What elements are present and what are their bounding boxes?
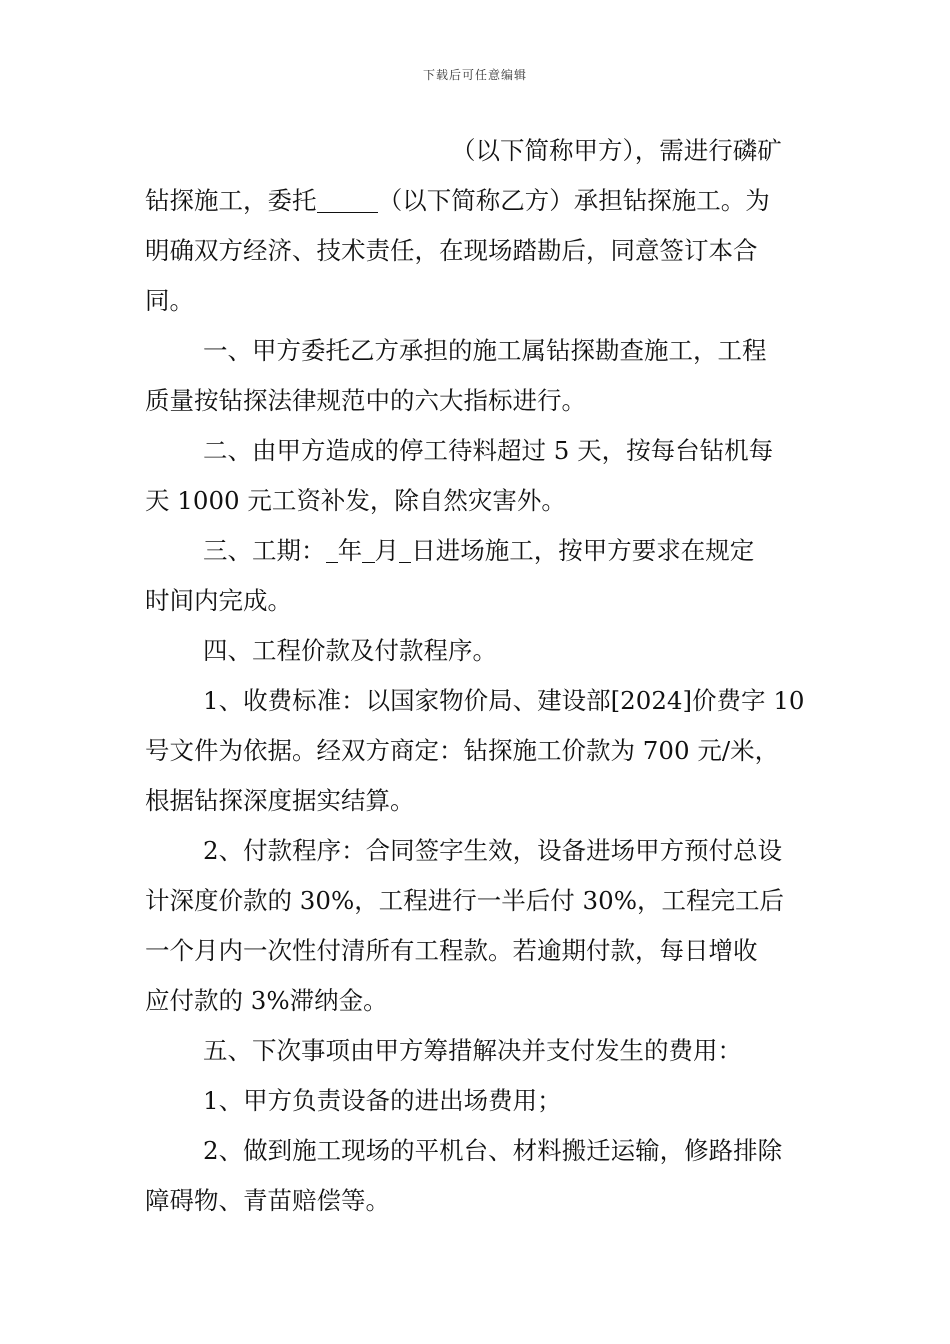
clause-line: 障碍物、青苗赔偿等。 (145, 1186, 390, 1215)
clause-line: 根据钻探深度据实结算。 (145, 786, 415, 815)
clause-line: 一、甲方委托乙方承担的施工属钻探勘查施工，工程 (203, 336, 767, 365)
clause-line: 一个月内一次性付清所有工程款。若逾期付款，每日增收 (145, 936, 758, 965)
clause-line: 质量按钻探法律规范中的六大指标进行。 (145, 386, 586, 415)
clause-line: 四、工程价款及付款程序。 (203, 636, 497, 665)
clause-line: 天 1000 元工资补发，除自然灾害外。 (145, 486, 566, 515)
clause-line: 1、收费标准：以国家物价局、建设部[2024]价费字 10 (203, 686, 805, 715)
clause-line (145, 526, 807, 576)
clause-line: 时间内完成。 (145, 586, 292, 615)
paragraph-line: 明确双方经济、技术责任，在现场踏勘后，同意签订本合 (145, 236, 758, 265)
clause-line: 2、做到施工现场的平机台、材料搬迁运输，修路排除 (203, 1136, 783, 1165)
text-segment: 三、工期： (203, 536, 326, 565)
page-header: 下载后可任意编辑 (422, 68, 527, 82)
text-segment: 钻探施工，委托 (145, 186, 317, 215)
text-segment: 月 (374, 536, 399, 565)
paragraph-line: （以下简称甲方），需进行磷矿 (451, 136, 782, 165)
clause-line: 号文件为依据。经双方商定：钻探施工价款为 700 元/米， (145, 736, 780, 765)
clause-line: 计深度价款的 30%，工程进行一半后付 30%，工程完工后 (145, 886, 784, 915)
clause-line: 2、付款程序：合同签字生效，设备进场甲方预付总设 (203, 836, 783, 865)
clause-line: 1、甲方负责设备的进出场费用； (203, 1086, 562, 1115)
clause-line: 应付款的 3%滞纳金。 (145, 986, 388, 1015)
clause-line: 二、由甲方造成的停工待料超过 5 天，按每台钻机每 (203, 436, 774, 465)
clause-line: 五、下次事项由甲方筹措解决并支付发生的费用： (203, 1036, 742, 1065)
blank-underline (326, 540, 338, 563)
text-segment: 年 (337, 536, 363, 565)
paragraph-line: 同。 (145, 286, 194, 315)
document-body (145, 126, 807, 1226)
blank-underline (362, 540, 374, 563)
text-segment: 日进场施工，按甲方要求在规定 (411, 536, 755, 565)
paragraph-line (145, 176, 807, 226)
text-segment: （以下简称乙方）承担钻探施工。为 (377, 186, 770, 215)
blank-underline (317, 190, 378, 213)
blank-underline (399, 540, 411, 563)
